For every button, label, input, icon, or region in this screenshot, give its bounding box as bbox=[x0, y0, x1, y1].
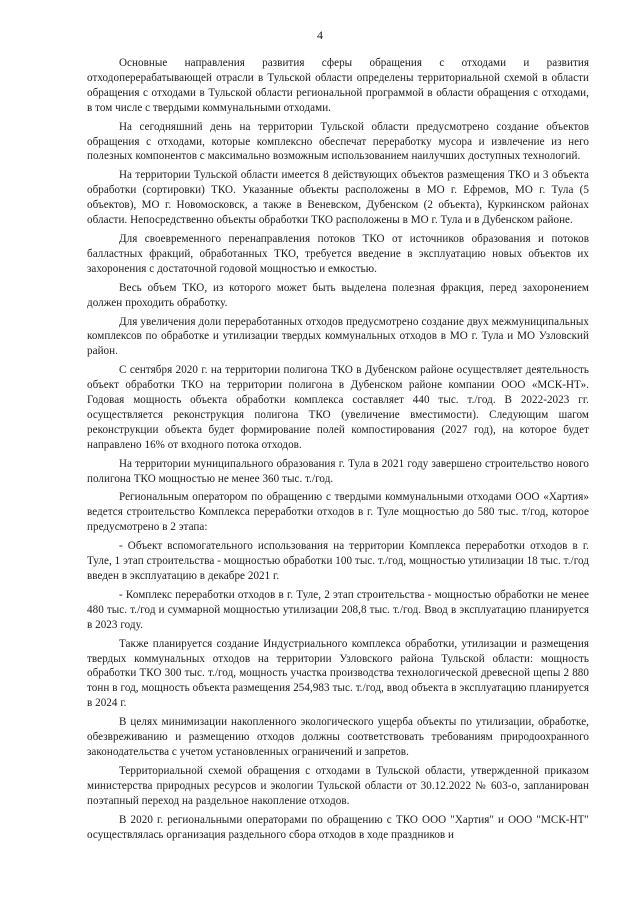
paragraph: Основные направления развития сферы обращения с отходами и развития отходоперерабатывающей отрасли в Тульской области определены территориальной схемой в области обращения с отходами в Тульской области региональной программой в области обращения с отходами, в том числе с твердыми коммунальными отходами. bbox=[87, 57, 589, 114]
paragraph: На сегодняшний день на территории Тульской области предусмотрено создание объектов обращения с отходами, которые комплексно обеспечат переработку мусора и извлечение из него полезных компонентов с максимально возможным использованием наилучших доступных технологий. bbox=[87, 120, 589, 163]
paragraph: В целях минимизации накопленного экологического ущерба объекты по утилизации, обработке, обезвреживанию и размещению отходов должны соответствовать требованиям природоохранного законодательства с учетом установленных ограничений и запретов. bbox=[87, 716, 589, 758]
paragraph: Для увеличения доли переработанных отходов предусмотрено создание двух межмуниципальных комплексов по обработке и утилизации твердых коммунальных отходов в МО г. Тула и МО Узловский район. bbox=[87, 315, 589, 358]
paragraph: Территориальной схемой обращения с отходами в Тульской области, утвержденной приказом министерства природных ресурсов и экологии Тульской области от 30.12.2022 № 603-о, запланирован поэтапный переход на раздельное накопление отходов. bbox=[87, 764, 589, 807]
paragraph: На территории муниципального образования г. Тула в 2021 году завершено строительство нового полигона ТКО мощностью не менее 360 тыс. т./год. bbox=[87, 457, 589, 485]
paragraph: Весь объем ТКО, из которого может быть выделена полезная фракция, перед захоронением должен проходить обработку. bbox=[87, 281, 589, 309]
list-item-paragraph: - Комплекс переработки отходов в г. Туле, 2 этап строительства - мощностью обработки не менее 480 тыс. т./год и суммарной мощностью утилизации 208,8 тыс. т./год. Ввод в эксплуатацию планируется в 2023 году. bbox=[87, 588, 589, 631]
paragraph: Региональным оператором по обращению с твердыми коммунальными отходами ООО «Хартия» ведется строительство Комплекса переработки отходов в г. Туле мощностью до 580 тыс. т/год, которое предусмотрено в 2 этапа: bbox=[87, 491, 589, 534]
paragraph: В 2020 г. региональными операторами по обращению с ТКО ООО "Хартия" и ООО "МСК-НТ" осуществлялась организация раздельного сбора отходов в ходе праздников и bbox=[87, 813, 589, 841]
paragraph: Также планируется создание Индустриального комплекса обработки, утилизации и размещения твердых коммунальных отходов на территории Узловского района Тульской области: мощность обработки ТКО 300 тыс. т./год, мощность участка производства технологической древесной щепы 2 880 тонн в год, мощность объекта размещения 254,983 тыс. т./год, ввод объекта в эксплуатацию планируется в 2024 г. bbox=[87, 637, 589, 710]
page-number: 4 bbox=[317, 28, 323, 42]
document-body bbox=[87, 56, 589, 846]
paragraph: На территории Тульской области имеется 8 действующих объектов размещения ТКО и 3 объекта обработки (сортировки) ТКО. Указанные объекты расположены в МО г. Ефремов, МО г. Тула (5 объектов), МО г. Новомосковск, а также в Веневском, Дубенском (2 объекта), Куркинском районах области. Непосредственно объекты обработки ТКО расположены в МО г. Тула и в Дубенском районе. bbox=[87, 169, 589, 227]
paragraph: Для своевременного перенаправления потоков ТКО от источников образования и потоков балластных фракций, обработанных ТКО, требуется введение в эксплуатацию новых объектов их захоронения с достаточной годовой мощностью и емкостью. bbox=[87, 232, 589, 275]
paragraph: С сентября 2020 г. на территории полигона ТКО в Дубенском районе осуществляет деятельность объект обработки ТКО на территории полигона в Дубенском районе компании ООО «МСК-НТ». Годовая мощность объекта обработки комплекса составляет 440 тыс. т./год. В 2022-2023 гг. осуществляется реконструкция полигона ТКО (увеличение вместимости). Следующим шагом реконструкции объекта будет формирование полей компостирования (2027 год), на которое будет направлено 16% от входного потока отходов. bbox=[87, 364, 589, 451]
list-item-paragraph: - Объект вспомогательного использования на территории Комплекса переработки отходов в г. Туле, 1 этап строительства - мощностью обработки 100 тыс. т./год, мощностью утилизации 18 тыс. т./год введен в эксплуатацию в декабре 2021 г. bbox=[87, 540, 589, 582]
